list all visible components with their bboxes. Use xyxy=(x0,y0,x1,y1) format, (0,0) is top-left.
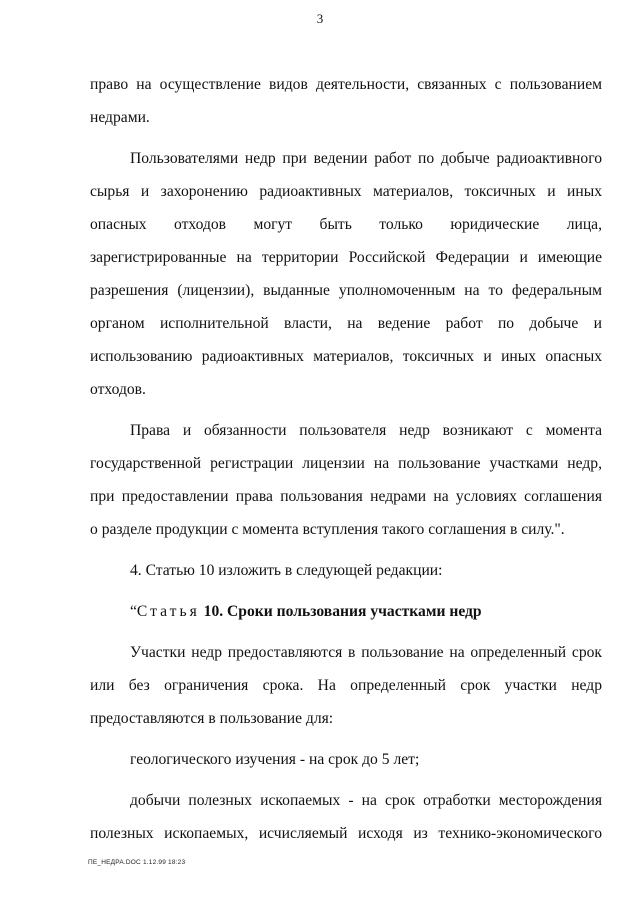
paragraph-term-of-use xyxy=(90,636,602,735)
paragraph-mining xyxy=(90,784,602,850)
text-line: геологического изучения - на срок до 5 лет; xyxy=(130,751,420,768)
article-heading xyxy=(90,595,602,628)
document-body xyxy=(90,68,602,850)
article-title: 10. Сроки пользования участками недр xyxy=(203,603,482,620)
text-line: полезных ископаемых, исчисляемый исходя из технико-экономического xyxy=(90,825,602,842)
text-line: право на осуществление видов деятельности, связанных с пользованием xyxy=(90,76,602,93)
text-line: разрешения (лицензии), выданные уполномоченным на то федеральным xyxy=(90,282,602,299)
text-line: недрами. xyxy=(90,109,150,126)
paragraph-item-4 xyxy=(90,554,602,587)
text-line: добычи полезных ископаемых - на срок отработки месторождения xyxy=(130,792,602,809)
text-line: опасных отходов могут быть только юридические лица, xyxy=(90,216,602,233)
text-line: о разделе продукции с момента вступления такого соглашения в силу.". xyxy=(90,521,565,538)
text-line: зарегистрированные на территории Российской Федерации и имеющие xyxy=(90,249,602,266)
text-line: использованию радиоактивных материалов, токсичных и иных опасных xyxy=(90,348,602,365)
text-line: при предоставлении права пользования недрами на условиях соглашения xyxy=(90,488,602,505)
paragraph-rights-obligations xyxy=(90,414,602,546)
paragraph-subsoil-users xyxy=(90,142,602,406)
opening-quote: “ xyxy=(130,603,137,620)
text-line: Пользователями недр при ведении работ по добыче радиоактивного xyxy=(130,150,602,167)
paragraph-continuation xyxy=(90,68,602,134)
text-line: предоставляются в пользование для: xyxy=(90,710,334,727)
file-footer: ПЕ_НЕДРА.DOC 1.12.99 18:23 xyxy=(88,859,186,866)
page-number: 3 xyxy=(316,11,324,26)
text-line: 4. Статью 10 изложить в следующей редакции: xyxy=(130,562,443,579)
text-line: Права и обязанности пользователя недр возникают с момента xyxy=(130,422,602,439)
text-line: отходов. xyxy=(90,381,146,398)
text-line: Участки недр предоставляются в пользование на определенный срок xyxy=(130,644,602,661)
paragraph-geological-study xyxy=(90,743,602,776)
text-line: органом исполнительной власти, на ведение работ по добыче и xyxy=(90,315,602,332)
text-line: сырья и захоронению радиоактивных материалов, токсичных и иных xyxy=(90,183,602,200)
text-line: или без ограничения срока. На определенный срок участки недр xyxy=(90,677,602,694)
article-word: Статья xyxy=(136,603,200,620)
text-line: государственной регистрации лицензии на пользование участками недр, xyxy=(90,455,602,472)
